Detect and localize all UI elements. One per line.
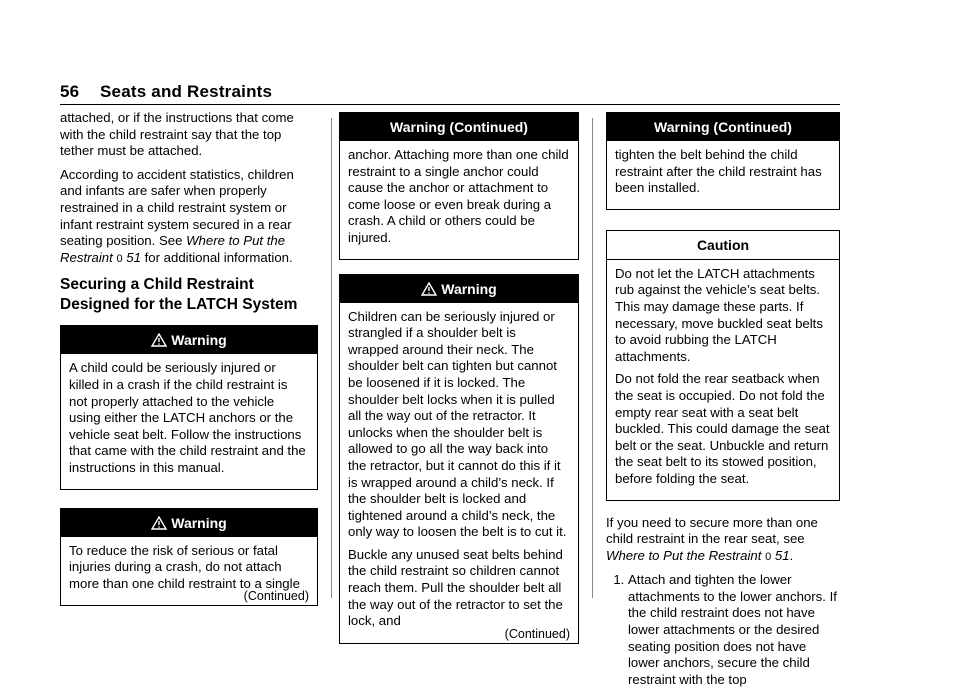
list-item: 1. Attach and tighten the lower attachments to the lower anchors. If the child restraint does not have lower attachments or the desired seating position does not have lower anchors, secure the child restraint with the top [628, 572, 840, 688]
warning-icon [151, 516, 167, 530]
paragraph: If you need to secure more than one child restraint in the rear seat, see Where to Put the Restraint 0 51. [606, 514, 818, 563]
warning-box [60, 325, 318, 489]
steps-list [606, 572, 840, 688]
caution-header: Caution [607, 231, 839, 260]
page-arrow-icon: 0 [116, 252, 123, 265]
warning-body: To reduce the risk of serious or fatal injuries during a crash, do not attach more than one child restraint to a single (Continued) [69, 542, 309, 604]
warning-body: Children can be seriously injured or strangled if a shoulder belt is wrapped around their neck. The shoulder belt can tighten but cannot be loosened if it is locked. The shoulder belt locks when it is pulled all the way out of the retractor. It unlocks when the shoulder belt is allowed to go all the way back into the retractor, but it cannot do this if it is wrapped around a child’s neck. If the shoulder belt is locked and tightened around a child’s neck, the only way to loosen the belt is to cut it. Buckle any unused seat belts behind the child restraint so children cannot reach them. Pull the shoulder belt all the way out of the retractor to set the lock, and (Continued) [348, 308, 570, 641]
warning-header: Warning (Continued) [607, 113, 839, 141]
warning-continued-box [339, 112, 579, 260]
caution-body: Do not let the LATCH attachments rub against the vehicle’s seat belts. This may damage these parts. If necessary, move buckled seat belts to avoid rubbing the LATCH attachments. Do not fold the rear seatback when the seat is occupied. Do not fold the empty rear seat with a seat belt buckled. This could damage the seat belt or the seat. Unbuckle and return the seat belt to its stowed position, before folding the seat. [615, 265, 830, 486]
page-header [60, 82, 840, 104]
cross-reference-link[interactable]: Where to Put the Restraint [606, 547, 762, 563]
warning-body: tighten the belt behind the child restraint after the child restraint has been installed. [615, 147, 822, 196]
subheading: Securing a Child Restraint Designed for the LATCH System [60, 276, 298, 314]
column-2 [339, 110, 579, 658]
warning-body: A child could be seriously injured or killed in a crash if the child restraint is not properly attached to the vehicle using either the LATCH anchors or the vehicle seat belt. Follow the instructions that came with the child restraint and the instructions in this manual. [69, 360, 306, 475]
warning-continued-box [606, 112, 840, 210]
paragraph: According to accident statistics, children and infants are safer when properly restrained in a child restraint system or infant restraint system secured in a rear seating position. See Where to Put the Restraint 0 51 for additional information. [60, 166, 294, 265]
warning-box [60, 508, 318, 607]
warning-header: Warning (Continued) [340, 113, 578, 141]
caution-box [606, 230, 840, 501]
warning-icon [151, 333, 167, 347]
column-divider [331, 118, 332, 598]
page-arrow-icon: 0 [765, 550, 772, 563]
header-rule [60, 104, 840, 105]
warning-body: anchor. Attaching more than one child restraint to a single anchor could cause the anchor or attachment to come loose or even break during a crash. A child or others could be injured. [348, 147, 569, 245]
warning-icon [421, 282, 437, 296]
warning-header: Warning [61, 326, 317, 354]
page-reference[interactable]: 51 [774, 547, 790, 563]
warning-box [339, 274, 579, 644]
continued-label: (Continued) [243, 589, 309, 604]
page-reference[interactable]: 51 [126, 249, 141, 265]
column-1 [60, 110, 318, 620]
warning-header: Warning [340, 275, 578, 303]
page-number: 56 [60, 82, 80, 101]
cross-reference-link[interactable]: Where to Put the Restraint [60, 233, 286, 265]
column-3 [606, 110, 840, 688]
continued-label: (Continued) [504, 626, 570, 641]
warning-header: Warning [61, 509, 317, 537]
paragraph: attached, or if the instructions that come with the child restraint say that the top tether must be attached. [60, 110, 294, 159]
column-divider [592, 118, 593, 598]
section-title: Seats and Restraints [100, 82, 273, 101]
